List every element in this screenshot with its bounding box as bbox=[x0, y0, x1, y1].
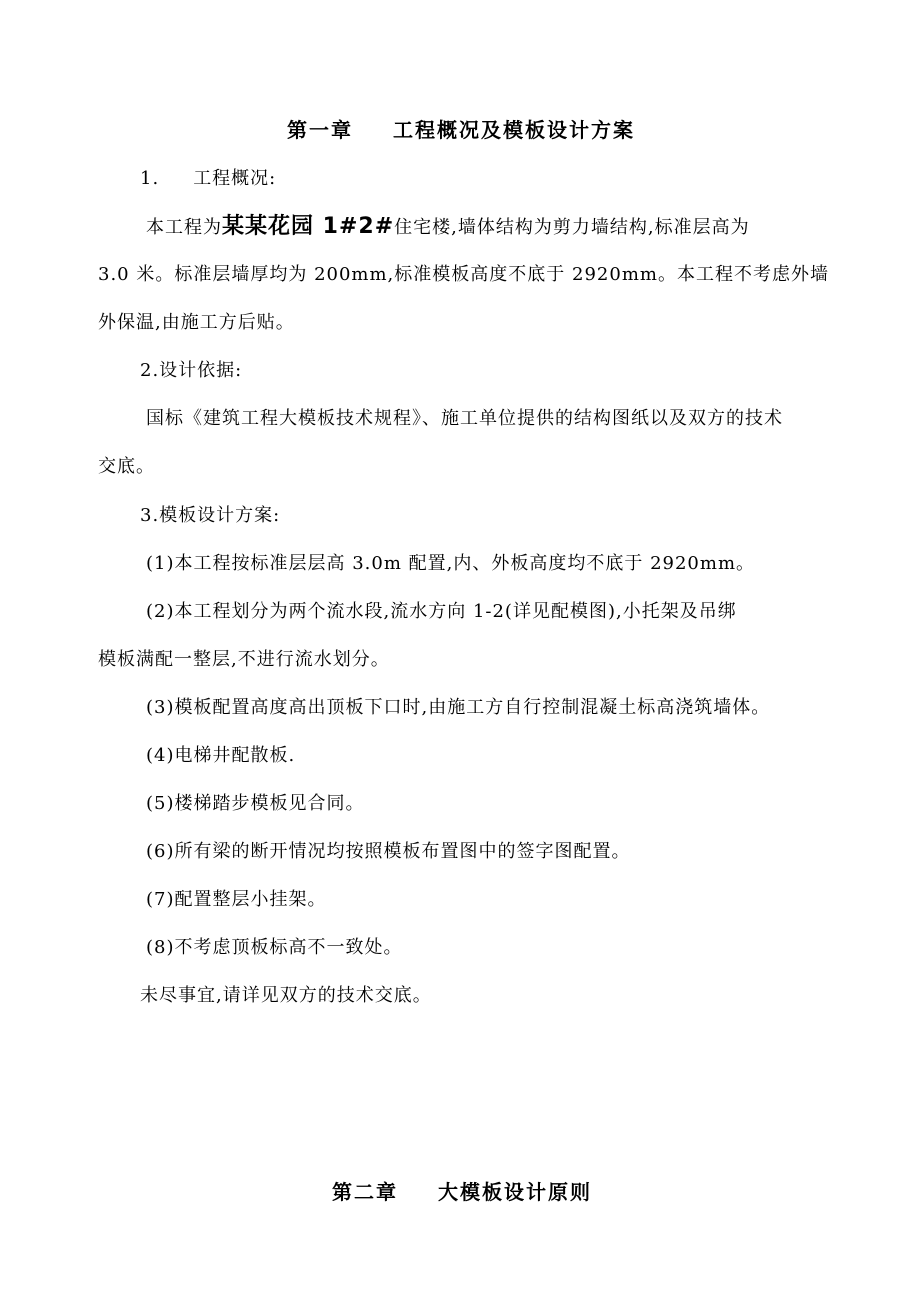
overview-line-1 bbox=[146, 214, 750, 241]
section-3-item-4: (4)电梯井配散板. bbox=[146, 745, 296, 766]
closing-remark: 未尽事宜,请详见双方的技术交底。 bbox=[140, 985, 432, 1006]
chapter-1-heading bbox=[287, 116, 635, 144]
section-3-item-2-cont: 模板满配一整层,不进行流水划分。 bbox=[98, 649, 390, 670]
section-1-number: 1. bbox=[140, 168, 160, 189]
section-3-item-8: (8)不考虑顶板标高不一致处。 bbox=[146, 937, 403, 958]
section-3-item-5: (5)楼梯踏步模板见合同。 bbox=[146, 793, 365, 814]
section-3-item-2: (2)本工程划分为两个流水段,流水方向 1-2(详见配模图),小托架及吊绑 bbox=[146, 601, 737, 622]
chapter-1-title: 工程概况及模板设计方案 bbox=[393, 118, 635, 142]
section-3-item-3: (3)模板配置高度高出顶板下口时,由施工方自行控制混凝土标高浇筑墙体。 bbox=[146, 697, 771, 718]
section-2-line-1: 国标《建筑工程大模板技术规程》、施工单位提供的结构图纸以及双方的技术 bbox=[146, 408, 783, 429]
project-name: 某某花园 1#2# bbox=[222, 214, 395, 239]
overview-prefix: 本工程为 bbox=[146, 217, 222, 238]
section-3-heading: 3.模板设计方案: bbox=[140, 505, 281, 526]
section-2-heading: 2.设计依据: bbox=[140, 360, 243, 381]
section-1-title: 工程概况: bbox=[193, 168, 277, 189]
chapter-2-title: 大模板设计原则 bbox=[438, 1180, 592, 1204]
overview-line-1-rest: 住宅楼,墙体结构为剪力墙结构,标准层高为 bbox=[394, 217, 750, 238]
section-3-item-6: (6)所有梁的断开情况均按照模板布置图中的签字图配置。 bbox=[146, 841, 631, 862]
overview-line-3: 外保温,由施工方后贴。 bbox=[98, 312, 295, 333]
chapter-1-label: 第一章 bbox=[287, 118, 353, 142]
chapter-2-label: 第二章 bbox=[332, 1180, 398, 1204]
section-3-item-1: (1)本工程按标准层层高 3.0m 配置,内、外板高度均不底于 2920mm。 bbox=[146, 553, 756, 574]
section-3-item-7: (7)配置整层小挂架。 bbox=[146, 889, 327, 910]
chapter-2-heading bbox=[332, 1178, 592, 1206]
section-2-line-2: 交底。 bbox=[98, 456, 155, 477]
overview-line-2: 3.0 米。标准层墙厚均为 200mm,标准模板高度不底于 2920mm。本工程不考虑外墙 bbox=[98, 264, 829, 285]
section-1-heading bbox=[140, 166, 276, 192]
